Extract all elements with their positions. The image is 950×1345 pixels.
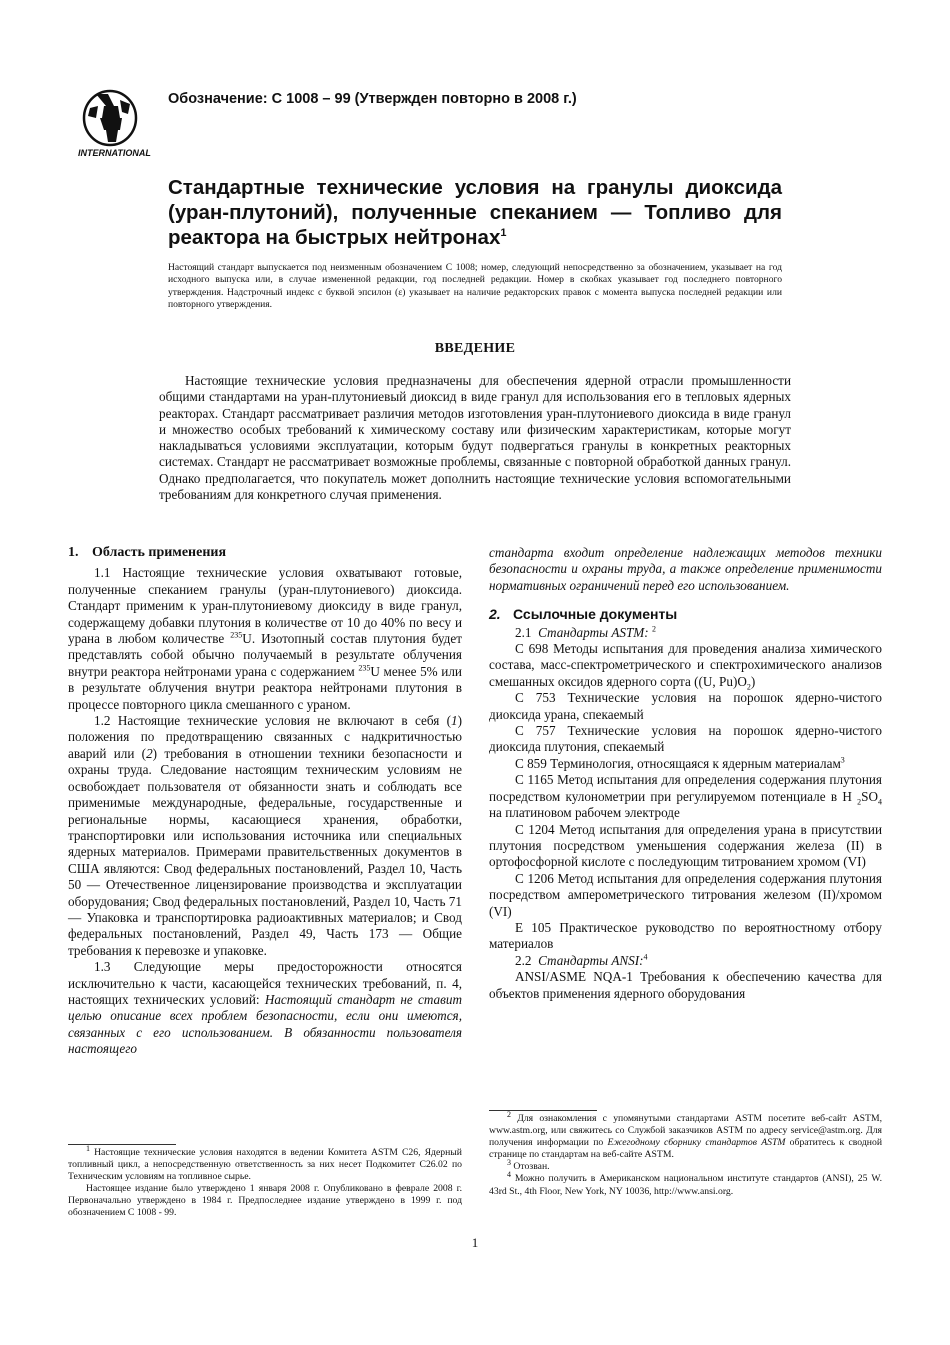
ref-e105: E 105 Практическое руководство по вероятностному отбору материалов bbox=[489, 919, 882, 952]
right-column bbox=[489, 545, 882, 1002]
document-title bbox=[168, 175, 782, 250]
footnote-3: $^3$ Отозван. bbox=[507, 1158, 550, 1173]
footnotes-right bbox=[489, 1109, 882, 1198]
footnote-rule-right bbox=[489, 1110, 597, 1111]
footnote-1-b: Настоящее издание было утверждено 1 января 2008 г. Опубликовано в феврале 2008 г. Первоначально утверждено в 1984 г. Предпоследнее издание утверждено в 1999 г. под обозначением C 1008 - 99. bbox=[68, 1183, 462, 1219]
subsection-2-1: 2.1 Стандарты ASTM: $^2$ bbox=[515, 624, 656, 640]
left-column bbox=[68, 545, 462, 1058]
ref-nqa1: ANSI/ASME NQA-1 Требования к обеспечению качества для объектов применения ядерного оборудования bbox=[489, 969, 882, 1001]
ref-c757: C 757 Технические условия на порошок ядерно-чистого диоксида плутония, спекаемый bbox=[489, 723, 882, 755]
ref-c753: C 753 Технические условия на порошок ядерно-чистого диоксида урана, спекаемый bbox=[489, 690, 882, 722]
title-footnote-mark: 1 bbox=[500, 227, 507, 240]
paragraph-1-3: 1.3 Следующие меры предосторожности относятся исключительно к части, касающейся технических требований, п. 4, настоящих технических условий: Настоящий стандарт не ставит целью описание всех проблем безопасности, если они имеются, связанных с его использованием. В обязанности пользователя настоящего bbox=[68, 959, 462, 1057]
introduction-text: Настоящие технические условия предназначены для обеспечения ядерной отрасли промышленности общими стандартами на уран-плутониевый диоксид в виде гранул для использования его в тепловых ядерных реакторах. Стандарт рассматривает различия методов изготовления уран-плутониевого диоксида в виде гранул и множество особых требований к химическому составу или физическим характеристикам, которые могут накладываться условиями эксплуатации, которым будут подвергаться гранулы в конкретных реакторных системах. Стандарт не рассматривает возможные проблемы, связанные с повторной обработкой данных гранул. Однако предполагается, что покупатель может дополнить настоящие технические условия вспомогательными требованиям для конкретного случая применения. bbox=[159, 373, 791, 503]
footnote-2: $^2$ Для ознакомления с упомянутыми стандартами ASTM посетите веб-сайт ASTM, www.astm.org, или свяжитесь со Службой заказчиков ASTM по адресу service@astm.org. Для получения информации по Ежегодному сборнику стандартов ASTM обратитесь к сводной странице по стандартам на веб-сайте ASTM. bbox=[489, 1109, 882, 1161]
paragraph-1-2: 1.2 Настоящие технические условия не включают в себя (1) положения по предотвращению связанных с надкритичностью аварий или (2) требования в отношении техники безопасности и охраны труда. Следование настоящим техническим условиям не освобождает пользователя от обязанности знать и соблюдать все применимые международные, федеральные, государственные и региональные нормы, касающиеся хранения, обработки, транспортировки или использования источника или специальных ядерных материалов. Примерами правительственных документов в США являются: Свод федеральных постановлений, Раздел 10, Часть 50 — Отечественное лицензирование производства и эксплуатации оборудования; Свод федеральных постановлений, Раздел 10, Часть 71 — Упаковка и транспортировка радиоактивных материалов; и Свод федеральных постановлений, Раздел 49, Часть 173 — Общие требования к перевозке и упаковке. bbox=[68, 713, 462, 958]
footnote-4: $^4$ Можно получить в Американском национальном институте стандартов (ANSI), 25 W. 43rd St., 4th Floor, New York, NY 10036, http://www.ansi.org. bbox=[489, 1170, 882, 1197]
ref-c698: C 698 Методы испытания для проведения анализа химического состава, масс-спектрометрического и спектрохимического анализов смешанных оксидов ядерного сорта ((U, $Pu)O_2$) bbox=[489, 641, 882, 692]
footnotes-left bbox=[68, 1143, 462, 1220]
designation: Обозначение: C 1008 – 99 (Утвержден повторно в 2008 г.) bbox=[168, 91, 577, 107]
logo-subtext: INTERNATIONAL bbox=[78, 148, 151, 158]
section-1-heading: 1. Область применения bbox=[68, 545, 227, 560]
title-text: Стандартные технические условия на гранулы диоксида (уран-плутоний), полученные спеканием — Топливо для реактора на быстрых нейтронах bbox=[168, 176, 782, 249]
ref-c1204: C 1204 Метод испытания для определения урана в присутствии плутония посредством уменьшения содержания железа (II) в ортофосфорной кислоте с последующим титрованием хромом (VI) bbox=[489, 821, 882, 870]
ref-c1206: C 1206 Метод испытания для определения содержания плутония посредством амперометрического титрования железом (II)/хромом (VI) bbox=[489, 870, 882, 919]
footnote-rule-left bbox=[68, 1144, 176, 1145]
ref-c1165: C 1165 Метод испытания для определения содержания плутония посредством кулонометрии при регулируемом потенциале в H $_2SO_4$ на платиновом рабочем электроде bbox=[489, 772, 882, 821]
ref-c859: C 859 Терминология, относящаяся к ядерным материалам$^3$ bbox=[515, 755, 845, 771]
astm-logo-mark bbox=[84, 91, 136, 145]
footnote-1: $^1$ Настоящие технические условия находятся в ведении Комитета ASTM C26, Ядерный топливный цикл, а непосредственную ответственность за них несет Подкомитет C26.02 по Техническим условиям на топливное сырье. bbox=[68, 1143, 462, 1183]
page-number: 1 bbox=[471, 1235, 479, 1250]
paragraph-1-1: 1.1 Настоящие технические условия охватывают готовые, полученные спеканием гранулы (уран-плутониевого) диоксида. Стандарт применим к уран-плутониевому диоксиду в виде гранул, содержащему добавки плутония в количестве от 10 до 40% по весу и урана в любом количестве $^{235}$U. Изотопный состав плутония будет представлять собой обычно получаемый в результате облучения внутри реактора нейтронами урана с содержанием $^{235}$U менее 5% или в результате облучения внутри реактора нейтронами плутония в процессе повторного цикла смешанного с ураном. bbox=[68, 565, 462, 712]
introduction-heading: ВВЕДЕНИЕ bbox=[434, 341, 516, 356]
introduction bbox=[159, 373, 791, 503]
issue-note: Настоящий стандарт выпускается под неизменным обозначением C 1008; номер, следующий непосредственно за обозначением, указывает на год исходного выпуска или, в случае измененной редакции, год последней редакции. Номер в скобках указывает год последнего повторного утверждения. Надстрочный индекс с буквой эпсилон (ε) указывает на наличие редакторских правок с момента выпуска последней редакции или повторного утверждения. bbox=[168, 262, 782, 311]
subsection-2-2: 2.2 Стандарты ANSI:$^4$ bbox=[515, 952, 648, 968]
section-2-heading: 2. Ссылочные документы bbox=[489, 606, 678, 623]
paragraph-1-3-continued: стандарта входит определение надлежащих методов техники безопасности и охраны труда, а также определение применимости нормативных ограничений перед его использованием. bbox=[489, 545, 882, 593]
astm-logo bbox=[74, 84, 158, 160]
